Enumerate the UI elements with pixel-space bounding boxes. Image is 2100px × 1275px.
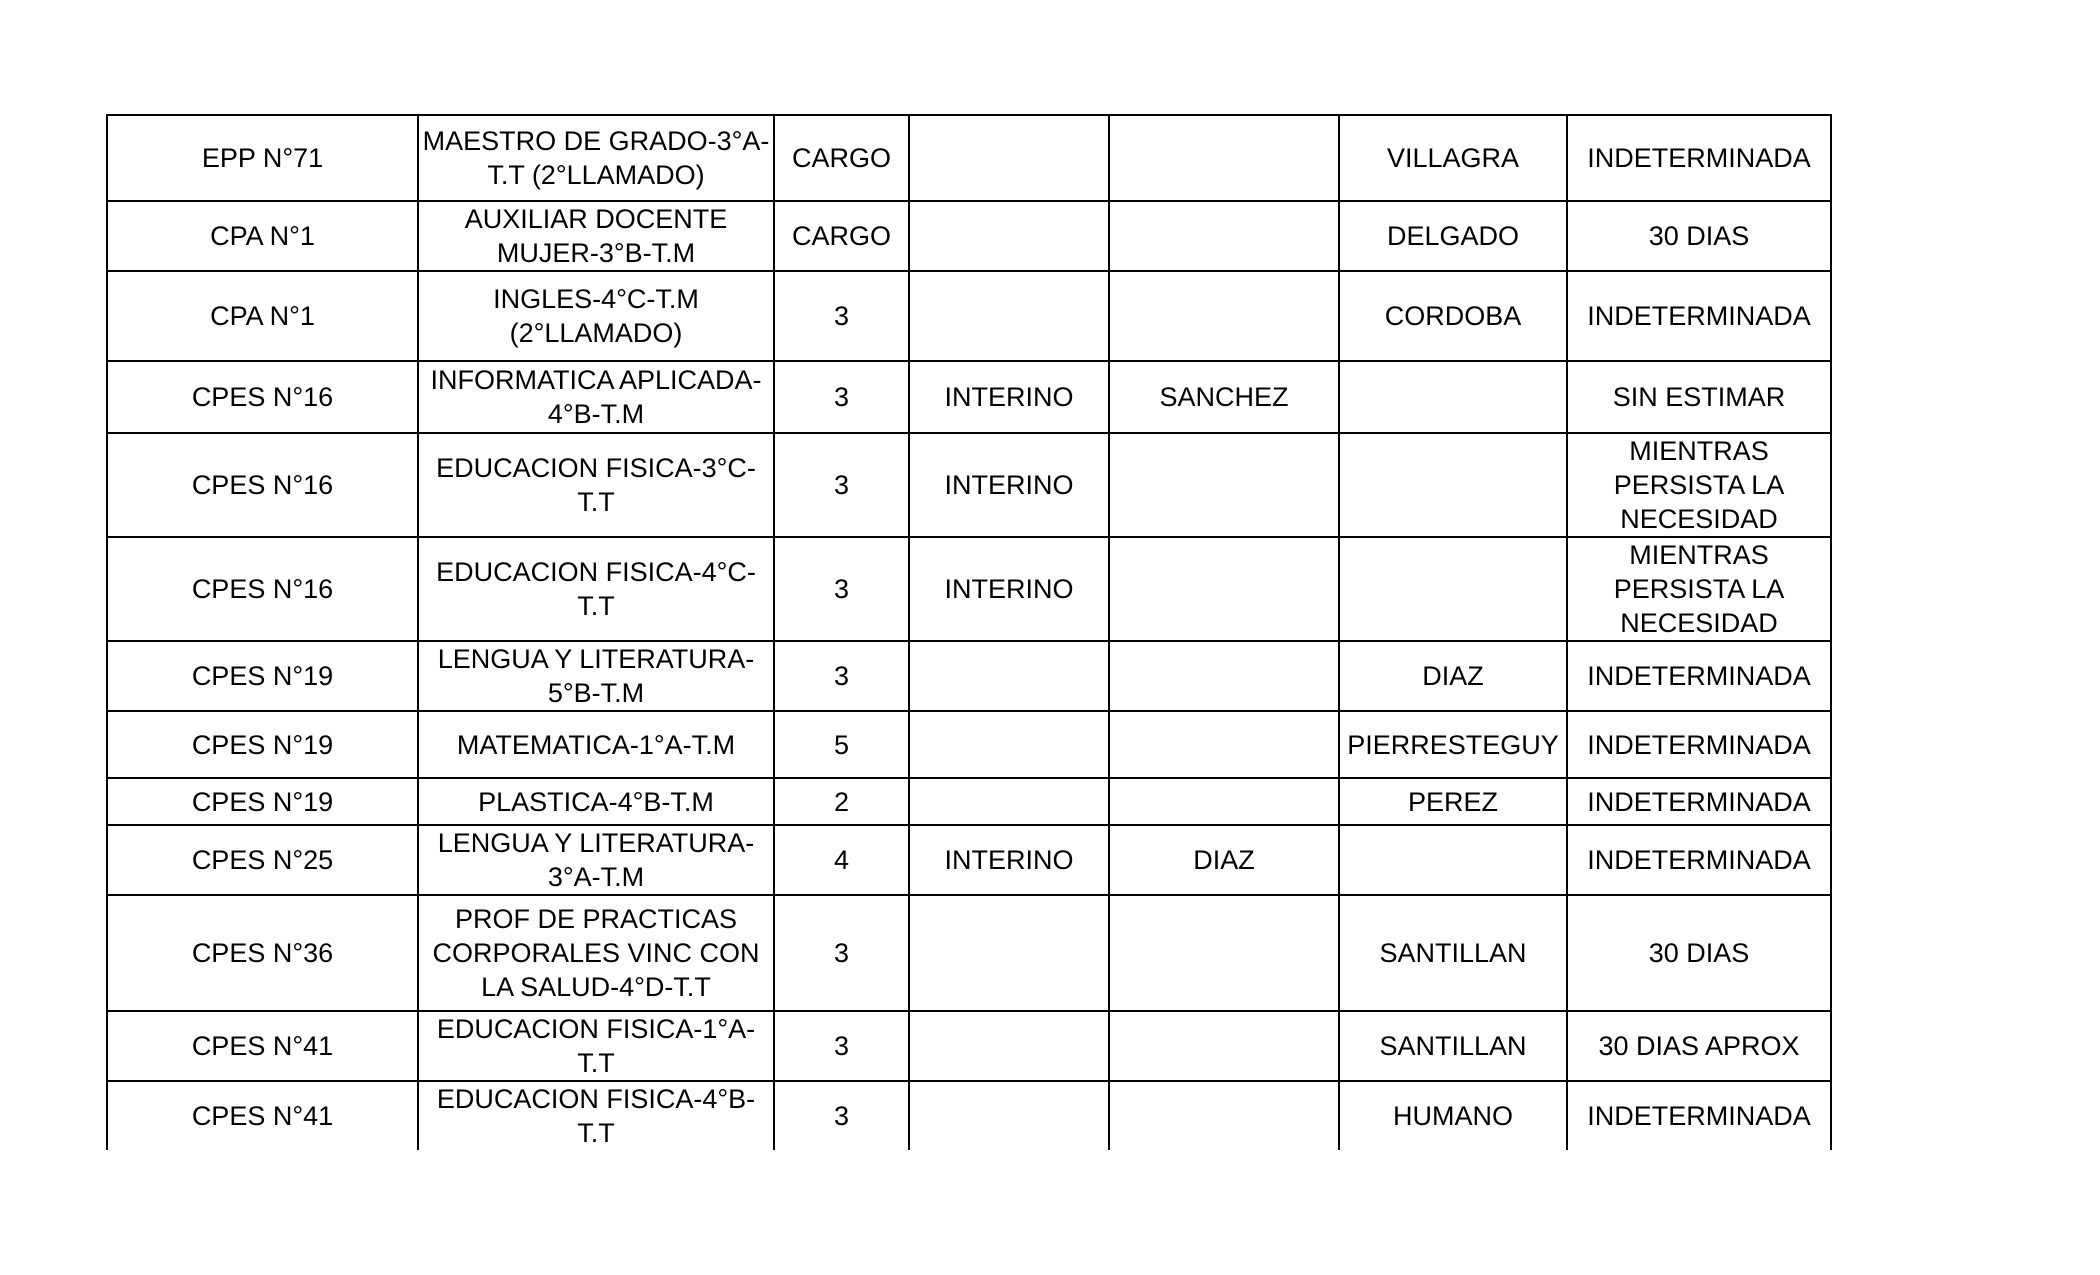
cell-hours: 3 (774, 271, 909, 361)
cell-position: INFORMATICA APLICADA-4°B-T.M (418, 361, 774, 433)
cell-hours: 3 (774, 1011, 909, 1081)
cell-hours: 3 (774, 433, 909, 537)
cell-replaced: PIERRESTEGUY (1339, 711, 1567, 778)
cell-position: LENGUA Y LITERATURA-3°A-T.M (418, 825, 774, 895)
cell-position: EDUCACION FISICA-4°B-T.T (418, 1081, 774, 1150)
cell-school: CPES N°36 (107, 895, 418, 1011)
vacancy-table (106, 114, 1832, 1150)
cell-holder (1109, 1081, 1339, 1150)
table-body (107, 115, 1831, 1150)
cell-hours: 4 (774, 825, 909, 895)
cell-status (909, 778, 1109, 825)
table-row (107, 641, 1831, 711)
cell-holder (1109, 115, 1339, 201)
cell-duration: 30 DIAS APROX (1567, 1011, 1831, 1081)
cell-duration: MIENTRAS PERSISTA LA NECESIDAD (1567, 433, 1831, 537)
cell-replaced: DIAZ (1339, 641, 1567, 711)
table-row (107, 433, 1831, 537)
cell-school: CPA N°1 (107, 201, 418, 271)
cell-school: CPES N°19 (107, 641, 418, 711)
cell-holder (1109, 201, 1339, 271)
cell-position: LENGUA Y LITERATURA-5°B-T.M (418, 641, 774, 711)
table-row (107, 201, 1831, 271)
cell-holder (1109, 1011, 1339, 1081)
cell-duration: 30 DIAS (1567, 895, 1831, 1011)
cell-hours: 3 (774, 537, 909, 641)
cell-hours: 3 (774, 641, 909, 711)
table-row (107, 537, 1831, 641)
cell-status: INTERINO (909, 537, 1109, 641)
cell-status: INTERINO (909, 433, 1109, 537)
cell-replaced: CORDOBA (1339, 271, 1567, 361)
cell-duration: INDETERMINADA (1567, 641, 1831, 711)
cell-school: CPES N°41 (107, 1011, 418, 1081)
cell-school: CPES N°16 (107, 433, 418, 537)
cell-school: CPES N°25 (107, 825, 418, 895)
table-row (107, 271, 1831, 361)
cell-holder (1109, 537, 1339, 641)
table-row (107, 825, 1831, 895)
cell-duration: INDETERMINADA (1567, 711, 1831, 778)
cell-school: CPES N°16 (107, 361, 418, 433)
cell-holder: DIAZ (1109, 825, 1339, 895)
cell-status (909, 201, 1109, 271)
cell-duration: SIN ESTIMAR (1567, 361, 1831, 433)
table-row (107, 1081, 1831, 1150)
cell-duration: MIENTRAS PERSISTA LA NECESIDAD (1567, 537, 1831, 641)
cell-replaced (1339, 825, 1567, 895)
cell-school: CPES N°41 (107, 1081, 418, 1150)
cell-status: INTERINO (909, 361, 1109, 433)
cell-duration: INDETERMINADA (1567, 825, 1831, 895)
cell-hours: 3 (774, 895, 909, 1011)
cell-replaced (1339, 361, 1567, 433)
cell-status (909, 895, 1109, 1011)
cell-duration: INDETERMINADA (1567, 778, 1831, 825)
cell-school: CPES N°19 (107, 778, 418, 825)
cell-position: PLASTICA-4°B-T.M (418, 778, 774, 825)
cell-hours: CARGO (774, 201, 909, 271)
cell-status (909, 1081, 1109, 1150)
cell-duration: INDETERMINADA (1567, 115, 1831, 201)
cell-holder (1109, 433, 1339, 537)
table-row (107, 115, 1831, 201)
cell-position: INGLES-4°C-T.M (2°LLAMADO) (418, 271, 774, 361)
cell-position: MAESTRO DE GRADO-3°A-T.T (2°LLAMADO) (418, 115, 774, 201)
cell-status (909, 711, 1109, 778)
cell-status (909, 1011, 1109, 1081)
cell-school: CPA N°1 (107, 271, 418, 361)
cell-hours: 5 (774, 711, 909, 778)
cell-school: EPP N°71 (107, 115, 418, 201)
cell-position: PROF DE PRACTICAS CORPORALES VINC CON LA SALUD-4°D-T.T (418, 895, 774, 1011)
cell-holder (1109, 778, 1339, 825)
cell-status (909, 641, 1109, 711)
cell-status (909, 271, 1109, 361)
cell-hours: 2 (774, 778, 909, 825)
cell-replaced (1339, 433, 1567, 537)
table-row (107, 361, 1831, 433)
table-row (107, 778, 1831, 825)
cell-holder (1109, 271, 1339, 361)
cell-position: EDUCACION FISICA-3°C-T.T (418, 433, 774, 537)
table-row (107, 895, 1831, 1011)
cell-replaced: SANTILLAN (1339, 1011, 1567, 1081)
cell-replaced (1339, 537, 1567, 641)
cell-replaced: PEREZ (1339, 778, 1567, 825)
cell-holder (1109, 895, 1339, 1011)
cell-school: CPES N°19 (107, 711, 418, 778)
cell-duration: INDETERMINADA (1567, 271, 1831, 361)
cell-position: EDUCACION FISICA-4°C-T.T (418, 537, 774, 641)
cell-status: INTERINO (909, 825, 1109, 895)
cell-position: AUXILIAR DOCENTE MUJER-3°B-T.M (418, 201, 774, 271)
cell-holder (1109, 641, 1339, 711)
cell-school: CPES N°16 (107, 537, 418, 641)
cell-position: MATEMATICA-1°A-T.M (418, 711, 774, 778)
cell-hours: CARGO (774, 115, 909, 201)
cell-hours: 3 (774, 361, 909, 433)
table-row (107, 711, 1831, 778)
cell-replaced: VILLAGRA (1339, 115, 1567, 201)
cell-replaced: SANTILLAN (1339, 895, 1567, 1011)
cell-status (909, 115, 1109, 201)
cell-position: EDUCACION FISICA-1°A-T.T (418, 1011, 774, 1081)
cell-hours: 3 (774, 1081, 909, 1150)
cell-replaced: DELGADO (1339, 201, 1567, 271)
cell-holder: SANCHEZ (1109, 361, 1339, 433)
cell-holder (1109, 711, 1339, 778)
cell-duration: INDETERMINADA (1567, 1081, 1831, 1150)
table-row (107, 1011, 1831, 1081)
cell-replaced: HUMANO (1339, 1081, 1567, 1150)
cell-duration: 30 DIAS (1567, 201, 1831, 271)
